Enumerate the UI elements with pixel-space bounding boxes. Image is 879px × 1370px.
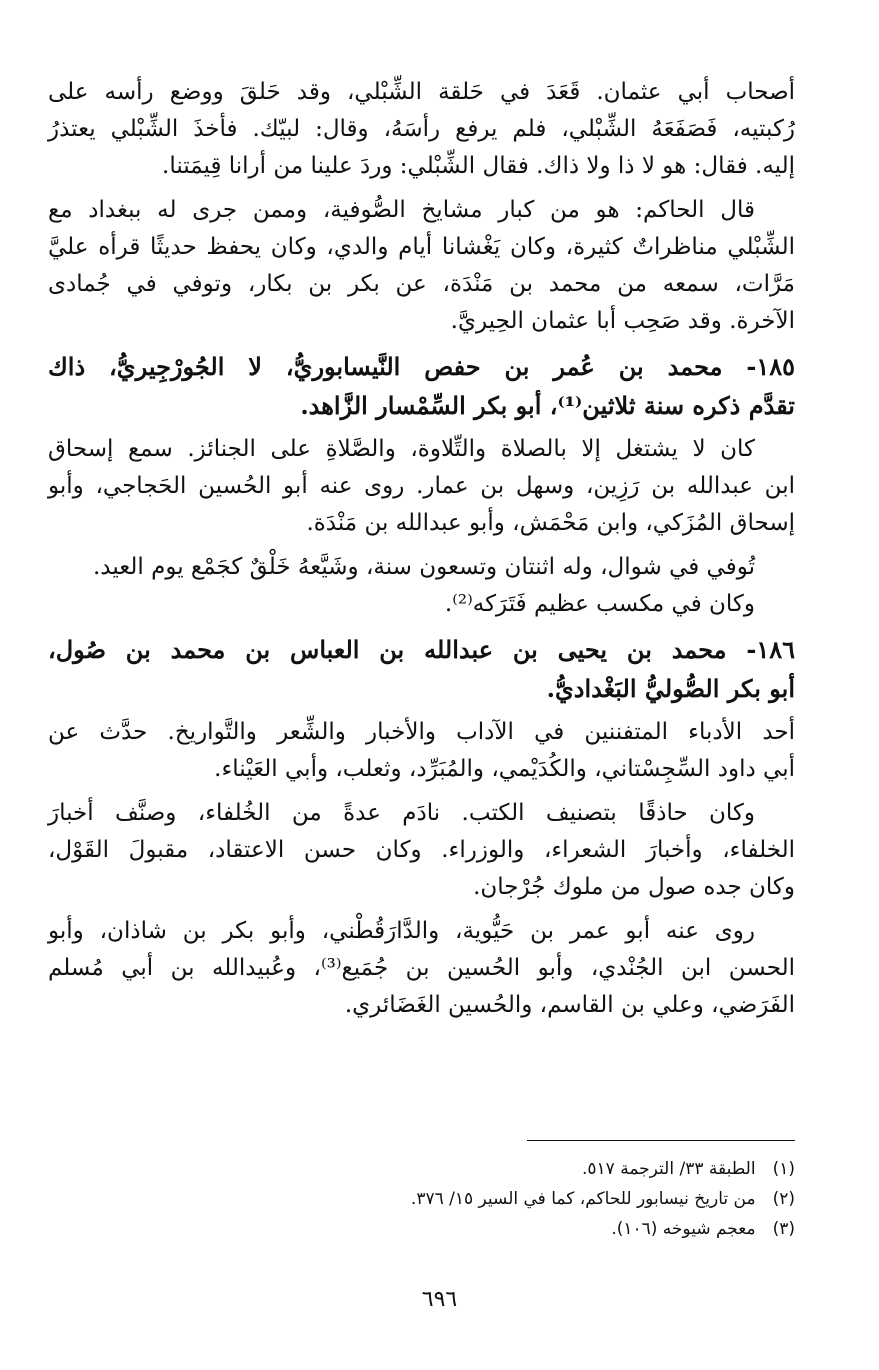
text-line: قال الحاكم: هو من كبار مشايخ الصُّوفية، وممن جرى له ببغداد مع <box>48 197 755 223</box>
paragraph-5 <box>48 586 795 623</box>
footnote-1 <box>120 1154 795 1184</box>
paragraph-2 <box>48 192 795 340</box>
paragraph-4 <box>48 549 795 586</box>
footnote-number: (٢) <box>772 1189 795 1209</box>
heading-line: أبو بكر الصُّوليُّ البَغْداديُّ. <box>546 674 795 703</box>
footnote-number: (٣) <box>772 1219 795 1239</box>
heading-line: تقدَّم ذكره سنة ثلاثين⁽¹⁾، أبو بكر السِّمْسار الزَّاهد. <box>300 391 795 420</box>
text-line: الفَرَضي، وعلي بن القاسم، والحُسين الغَضَائري. <box>344 992 795 1018</box>
text-line: أبي داود السِّجِسْتاني، والكُدَيْمي، والمُبَرِّد، وثعلب، وأبي العَيْناء. <box>214 756 795 782</box>
footnote-number: (١) <box>772 1159 795 1179</box>
text-line: وكان في مكسب عظيم فَتَرَكه⁽²⁾. <box>444 591 755 617</box>
paragraph-7 <box>48 795 795 906</box>
text-line: إسحاق المُزَكي، وابن مَحْمَش، وأبو عبدالله بن مَنْدَة. <box>306 510 795 536</box>
paragraph-6 <box>48 714 795 788</box>
text-line: مَرَّات، سمعه من محمد بن مَنْدَة، عن بكر بن بكار، وتوفي في جُمادى <box>48 271 795 297</box>
text-line: كان لا يشتغل إلا بالصلاة والتِّلاوة، والصَّلاةِ على الجنائز. سمع إسحاق <box>48 436 755 462</box>
text-line: الآخرة. وقد صَحِب أبا عثمان الحِيريَّ. <box>450 308 795 334</box>
text-line: ابن عبدالله بن رَزِين، وسهل بن عمار. روى عنه أبو الحُسين الحَجاجي، وأبو <box>48 473 795 499</box>
paragraph-1 <box>48 74 795 185</box>
footnotes <box>120 1154 795 1244</box>
main-text <box>48 74 795 1031</box>
footnote-divider <box>527 1140 795 1141</box>
text-line: وكان جده صول من ملوك جُرْجان. <box>473 874 795 900</box>
text-line: وكان حاذقًا بتصنيف الكتب. نادَم عدةً من الخُلفاء، وصنَّف أخبارَ <box>48 800 755 826</box>
footnote-3 <box>120 1214 795 1244</box>
entry-heading-185 <box>48 347 795 425</box>
text-line: الخلفاء، وأخبارَ الشعراء، والوزراء. وكان حسن الاعتقاد، مقبولَ القَوْل، <box>48 837 795 863</box>
text-line: رُكبتيه، فَصَفَعَهُ الشِّبْلي، فلم يرفع رأسَهُ، وقال: لبيّك. فأخذَ الشِّبْلي يعتذرُ <box>48 116 795 142</box>
heading-line: ١٨٦- محمد بن يحيى بن عبدالله بن العباس بن محمد بن صُول، <box>48 635 795 664</box>
footnote-text: الطبقة ٣٣/ الترجمة ٥١٧. <box>582 1159 756 1179</box>
heading-line: ١٨٥- محمد بن عُمر بن حفص النَّيسابوريُّ، لا الجُورْجِيريُّ، ذاك <box>48 352 795 381</box>
paragraph-3 <box>48 431 795 542</box>
footnote-2 <box>120 1184 795 1214</box>
entry-heading-186 <box>48 630 795 708</box>
paragraph-8 <box>48 913 795 1024</box>
footnote-text: من تاريخ نيسابور للحاكم، كما في السير ١٥/ ٣٧٦. <box>410 1189 756 1209</box>
text-line: الشِّبْلي مناظراتٌ كثيرة، وكان يَغْشانا أيام والدي، وكان يحفظ حديثًا قرأه عليَّ <box>48 234 795 260</box>
text-line: أصحاب أبي عثمان. قَعَدَ في حَلقة الشِّبْلي، وقد حَلقَ ووضع رأسه على <box>48 79 795 105</box>
text-line: أحد الأدباء المتفننين في الآداب والأخبار والشِّعر والتَّواريخ. حدَّث عن <box>48 719 795 745</box>
text-line: الحسن ابن الجُنْدي، وأبو الحُسين بن جُمَيع⁽³⁾، وعُبيدالله بن أبي مُسلم <box>48 955 795 981</box>
text-line: روى عنه أبو عمر بن حَيُّوية، والدَّارَقُطْني، وأبو بكر بن شاذان، وأبو <box>48 918 755 944</box>
text-line: إليه. فقال: هو لا ذا ولا ذاك. فقال الشِّبْلي: وردَ علينا من أرانا قِيمَتنا. <box>162 153 795 179</box>
footnote-text: معجم شيوخه (١٠٦). <box>611 1219 756 1239</box>
page-number: ٦٩٦ <box>421 1287 458 1312</box>
text-line: تُوفي في شوال، وله اثنتان وتسعون سنة، وشَيَّعهُ خَلْقٌ كجَمْع يوم العيد. <box>92 554 755 580</box>
